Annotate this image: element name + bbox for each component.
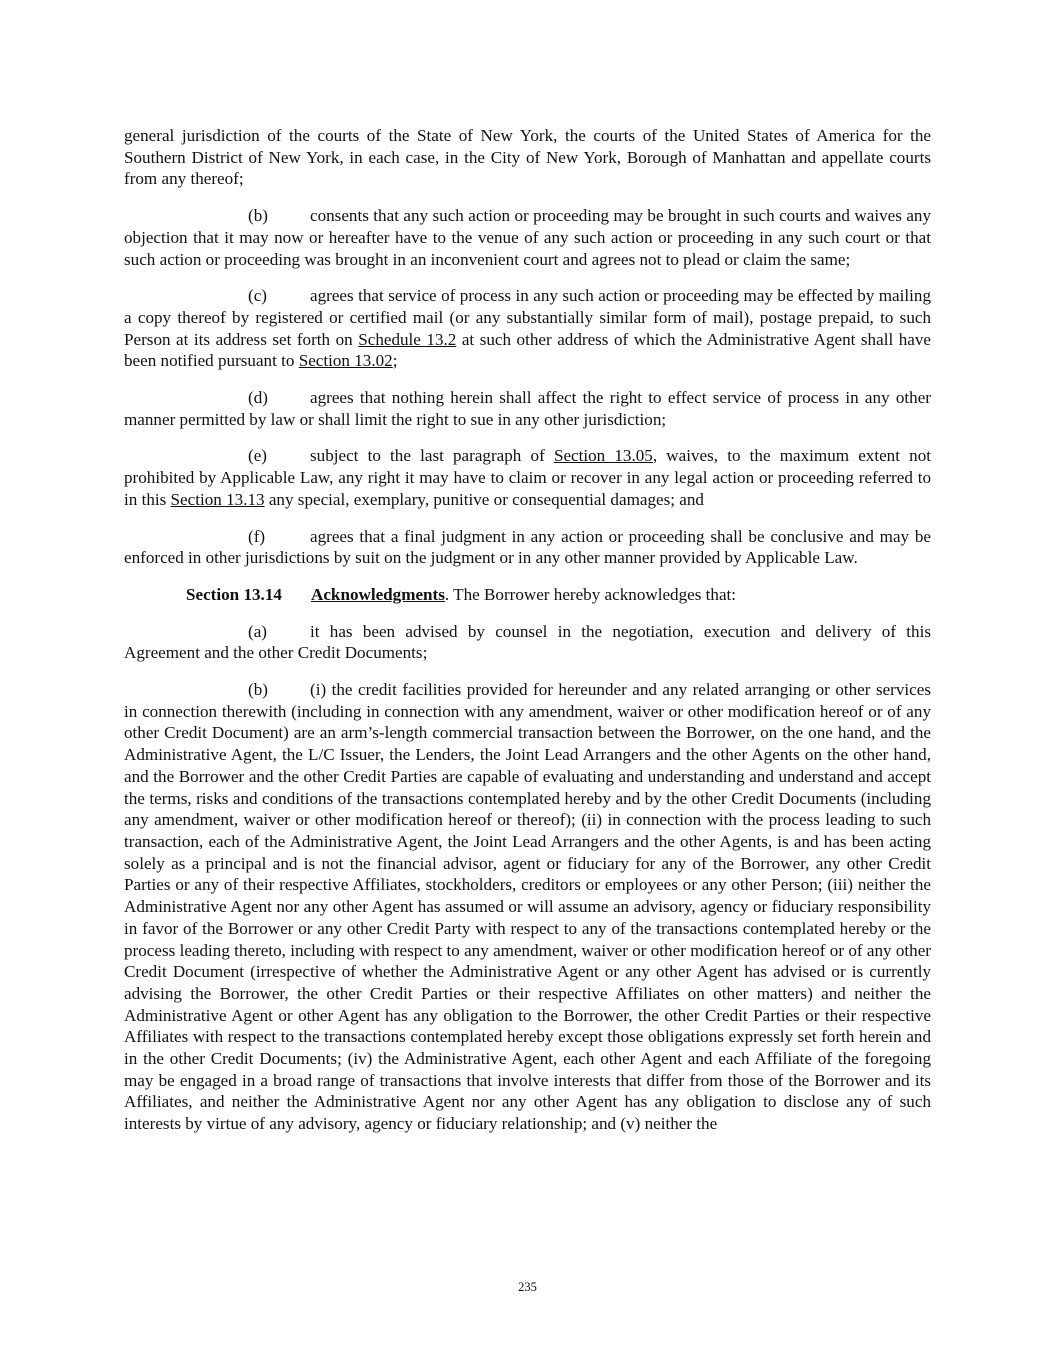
clause-text: consents that any such action or proceeding may be brought in such courts and waives any objection that it may now or hereafter have to the venue of any such action or proceeding in any such court or that such action or proceeding was brought in an inconvenient court and agrees not to plead or claim the same; (124, 206, 931, 269)
section-reference: Section 13.13 (170, 489, 265, 509)
document-page (124, 125, 931, 1150)
clause-marker: (d) (248, 388, 268, 408)
ack-b (124, 679, 931, 1135)
section-reference: Section 13.02 (298, 351, 393, 371)
clause-text: agrees that nothing herein shall affect the right to effect service of process in any other manner permitted by law or shall limit the right to sue in any other jurisdiction; (124, 388, 931, 429)
ack-a (124, 621, 931, 664)
section-title: Acknowledgments (311, 584, 445, 604)
section-reference: Section 13.05 (553, 446, 653, 466)
clause-marker: (b) (248, 206, 268, 226)
clause-text: agrees that a final judgment in any action or proceeding shall be conclusive and may be enforced in other jurisdictions by suit on the judgment or in any other manner provided by Applicable Law. (124, 526, 931, 568)
clause-text: agrees that service of process in any such action or proceeding may be effected by mailing a copy thereof by registered or certified mail (or any substantially similar form of mail), postage prepaid, to such Person at its address set forth on (124, 286, 931, 349)
clause-text: subject to the last paragraph of (310, 446, 554, 466)
section-heading (124, 584, 931, 606)
clause-text: (i) the credit facilities provided for hereunder and any related arranging or other services in connection therewith (including in connection with any amendment, waiver or other modification hereof or of any other Credit Document) are an arm’s-length commercial transaction between the Borrower, on the one hand, and the Administrative Agent, the L/C Issuer, the Lenders, the Joint Lead Arrangers and the other Agents on the other hand, and the Borrower and the other Credit Parties are capable of evaluating and understanding and understand and accept the terms, risks and conditions of the transactions contemplated hereby and by the other Credit Documents (including any amendment, waiver or other modification hereof or thereof); (ii) in connection with the process leading to such transaction, each of the Administrative Agent, the Joint Lead Arrangers and the other Agents, is and has been acting solely as a principal and is not the financial advisor, agent or fiduciary for any of the Borrower, any other Credit Parties or any of their respective Affiliates, stockholders, creditors or employees or any other Person; (iii) neither the Administrative Agent nor any other Agent has assumed or will assume an advisory, agency or fiduciary responsibility in favor of the Borrower or any other Credit Party with respect to any of the transactions contemplated hereby or the process leading thereto, including with respect to any amendment, waiver or other modification hereof or of any other Credit Document (irrespective of whether the Administrative Agent or any other Agent has advised or is currently advising the Borrower, the other Credit Parties or their respective Affiliates on other matters) and neither the Administrative Agent or other Agent has any obligation to the Borrower, the other Credit Parties or their respective Affiliates with respect to the transactions contemplated hereby except those obligations expressly set forth herein and in the other Credit Documents; (iv) the Administrative Agent, each other Agent and each Affiliate of the foregoing may be engaged in a broad range of transactions that involve interests that differ from those of the Borrower and its Affiliates, and neither the Administrative Agent nor any other Agent has any obligation to disclose any of such interests by virtue of any advisory, agency or fiduciary relationship; and (v) neither the (124, 680, 931, 1134)
section-intro-text: . The Borrower hereby acknowledges that: (444, 584, 737, 604)
clause-marker: (c) (248, 286, 267, 306)
clause-text: ; (392, 351, 398, 371)
clause-text: , waives, to the maximum extent not prohibited by Applicable Law, any right it may have to claim or recover in any legal action or proceeding referred to in this (124, 446, 931, 509)
clause-d (124, 387, 931, 430)
intro-paragraph: general jurisdiction of the courts of the State of New York, the courts of the United States of America for the Southern District of New York, in each case, in the City of New York, Borough of Manhattan and appellate courts from any thereof; (124, 126, 931, 189)
schedule-reference: Schedule 13.2 (358, 329, 457, 349)
page-number: 235 (518, 1280, 537, 1294)
clause-marker: (b) (248, 680, 268, 700)
clause-marker: (e) (248, 446, 267, 466)
clause-b (124, 205, 931, 270)
clause-e (124, 445, 931, 510)
clause-f (124, 526, 931, 569)
clause-text: it has been advised by counsel in the negotiation, execution and delivery of this Agreement and the other Credit Documents; (124, 621, 931, 663)
clause-text: at such other address of which the Administrative Agent shall have been notified pursuant to (124, 329, 931, 371)
clause-marker: (f) (248, 526, 266, 546)
clause-c (124, 285, 931, 372)
clause-marker: (a) (248, 621, 267, 641)
clause-text: any special, exemplary, punitive or consequential damages; and (264, 489, 704, 509)
section-number: Section 13.14 (186, 584, 282, 604)
